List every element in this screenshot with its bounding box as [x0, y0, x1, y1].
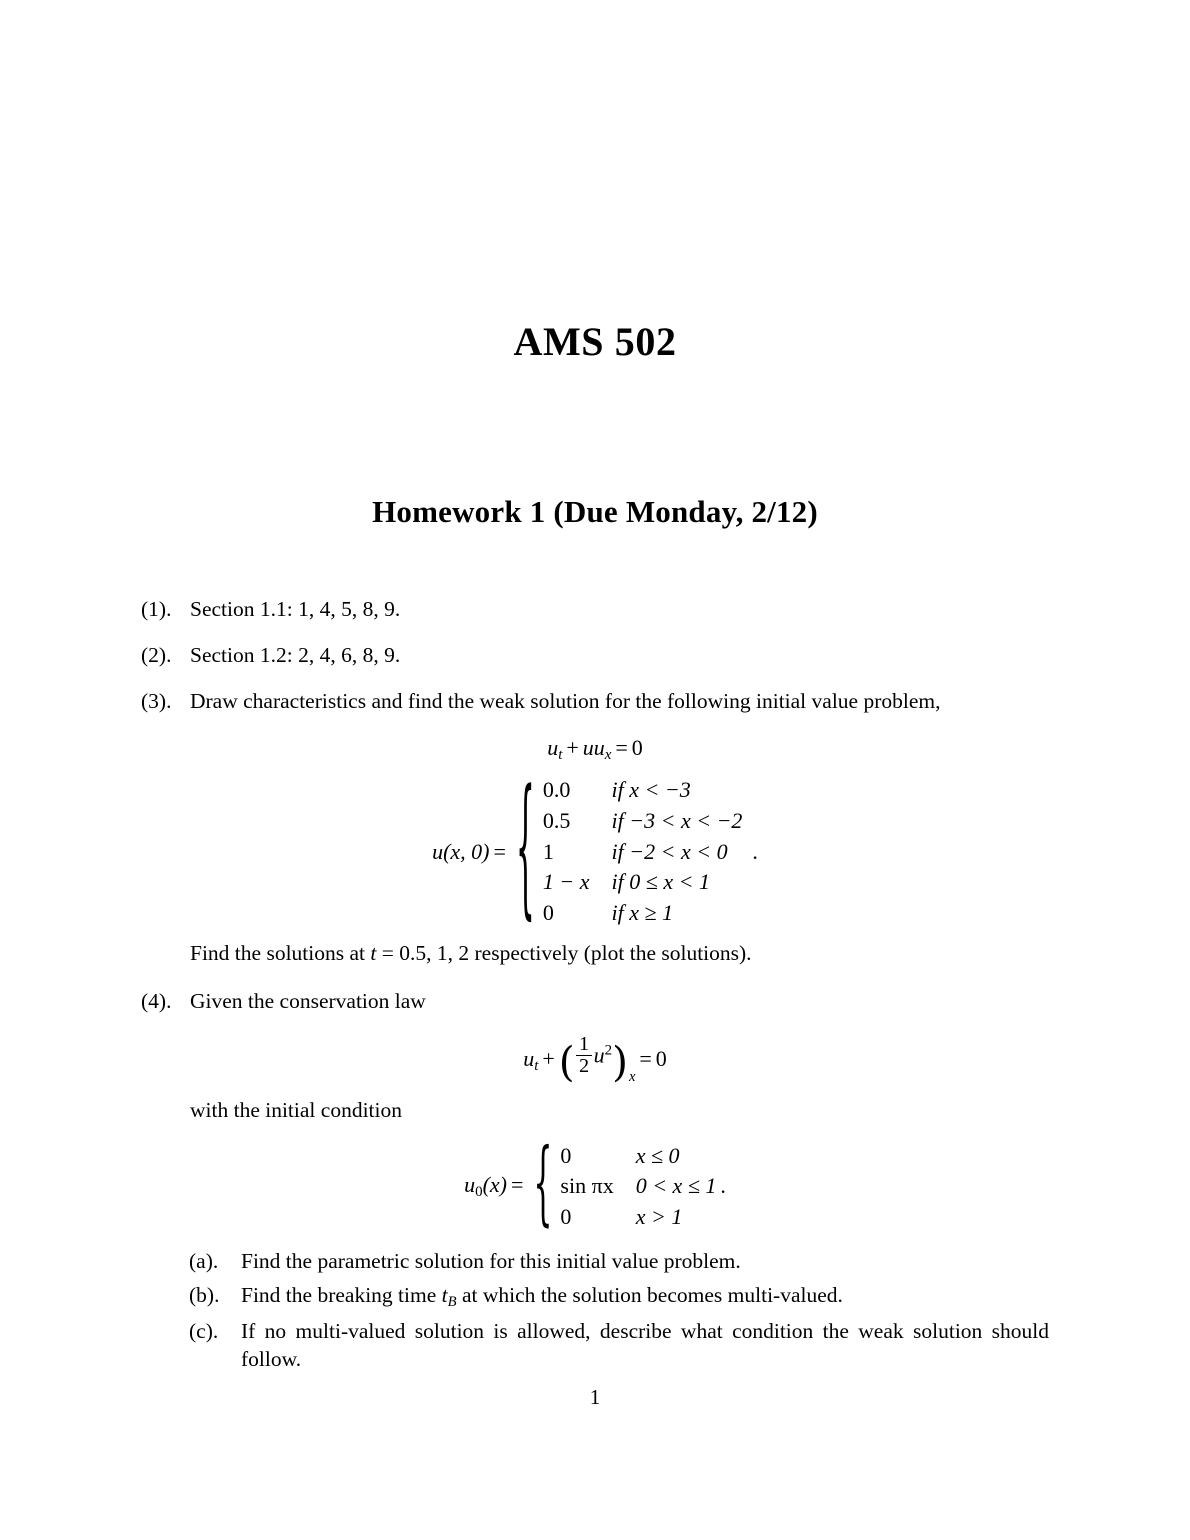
cl-equals: = — [639, 1045, 652, 1071]
problem-label-2: (2). — [141, 642, 172, 667]
cl-plus-operator: + — [542, 1045, 555, 1071]
cases-equals-4: = — [510, 1171, 524, 1197]
subpart-label-b: (b). — [189, 1283, 220, 1308]
subpart-b-prefix: Find the breaking time — [241, 1283, 437, 1308]
fraction-numerator: 1 — [579, 1033, 590, 1056]
problem-item-2 — [141, 642, 1049, 670]
problem-list — [141, 596, 1049, 1380]
problem-text-2: Section 1.2: 2, 4, 6, 8, 9. — [190, 642, 401, 667]
left-brace-icon-4: { — [533, 1131, 553, 1239]
case-value: 1 — [542, 838, 554, 864]
case-condition: if 0 ≤ x < 1 — [611, 869, 710, 895]
problem-text-1: Section 1.1: 1, 4, 5, 8, 9. — [190, 597, 401, 621]
problem-text-4: Given the conservation law — [190, 989, 426, 1014]
page-number: 1 — [589, 1385, 601, 1409]
problem-text-3: Draw characteristics and find the weak solution for the following initial value problem, — [190, 688, 941, 713]
u0-func-arg: (x) — [482, 1171, 507, 1197]
subpart-item-c — [189, 1318, 1049, 1374]
followup-prefix: Find the solutions at — [190, 941, 365, 966]
cases-lhs-4 — [464, 1171, 533, 1203]
pde-subscript-x: x — [604, 747, 612, 763]
pde-expression — [547, 734, 643, 763]
followup-t-variable: t — [370, 941, 377, 966]
case-value: 0 — [560, 1203, 572, 1229]
pde-equals: = — [615, 734, 628, 760]
pde-u: u — [547, 734, 559, 760]
cl-zero: 0 — [655, 1045, 667, 1071]
problem-3-followup — [190, 940, 1049, 968]
equation-pde — [141, 734, 1049, 766]
cases-row — [543, 837, 743, 868]
initial-condition-lead-text: with the initial condition — [190, 1097, 402, 1122]
cases-row — [543, 898, 743, 929]
case-condition: x ≤ 0 — [635, 1142, 680, 1168]
cases-equals-3: = — [493, 838, 506, 864]
problem-item-4 — [141, 988, 1049, 1016]
left-brace-icon-3: { — [515, 761, 535, 938]
subpart-item-a — [189, 1248, 1049, 1276]
subpart-text-a: Find the parametric solution for this initial value problem. — [241, 1249, 741, 1274]
problem-label-3: (3). — [141, 688, 172, 713]
pde-subscript-t: t — [558, 747, 563, 763]
case-value: 0 — [560, 1142, 572, 1168]
case-condition: 0 < x ≤ 1 — [635, 1173, 717, 1199]
problem-item-3 — [141, 688, 1049, 716]
case-value: 1 − x — [542, 869, 590, 895]
cases-lhs-3 — [432, 838, 516, 867]
cases-row — [560, 1141, 716, 1172]
breaking-time-subscript: B — [447, 1294, 457, 1311]
subpart-b-suffix: at which the solution becomes multi-valued. — [461, 1283, 843, 1308]
case-value: sin πx — [560, 1173, 614, 1199]
cl-subscript-t: t — [534, 1057, 539, 1074]
case-value: 0 — [542, 899, 554, 925]
u0-func-base: u — [464, 1171, 476, 1197]
cases-row — [560, 1171, 716, 1202]
case-condition: x > 1 — [635, 1203, 683, 1229]
u-func-3: u(x, 0) — [432, 838, 490, 864]
right-paren-icon: ) — [612, 1038, 628, 1087]
document-subtitle: Homework 1 (Due Monday, 2/12) — [372, 494, 818, 529]
cl-paren-subscript-x: x — [628, 1068, 636, 1085]
case-value: 0.0 — [542, 777, 571, 803]
case-value: 0.5 — [542, 808, 571, 834]
equation-conservation-law — [141, 1034, 1049, 1086]
followup-suffix: respectively (plot the solutions). — [474, 941, 752, 966]
u0-func-subscript: 0 — [475, 1183, 483, 1200]
cases-row — [560, 1202, 716, 1233]
cl-paren-group — [559, 1034, 636, 1086]
cases-period-3: . — [752, 838, 758, 864]
conservation-law-expression — [523, 1033, 667, 1087]
cases-rows-3 — [543, 775, 743, 928]
case-condition: if x ≥ 1 — [611, 899, 674, 925]
cases-row — [543, 806, 743, 837]
fraction-denominator: 2 — [576, 1055, 592, 1077]
subpart-label-a: (a). — [189, 1249, 219, 1274]
equation-initial-condition-4 — [141, 1131, 1049, 1239]
cl-u: u — [523, 1045, 535, 1071]
subpart-item-b — [189, 1282, 1049, 1312]
subpart-text-c: If no multi-valued solution is allowed, describe what condition the weak solution should follow. — [241, 1319, 1049, 1372]
pde-uu: uu — [582, 734, 605, 760]
cases-row — [543, 775, 743, 806]
cases-rows-4 — [560, 1141, 716, 1233]
problem-item-1 — [141, 596, 1049, 624]
left-paren-icon: ( — [558, 1038, 575, 1087]
case-condition: if −2 < x < 0 — [611, 838, 728, 864]
cases-period-4: . — [720, 1173, 726, 1199]
subpart-label-c: (c). — [189, 1319, 219, 1344]
problem-4-subparts — [189, 1248, 1049, 1374]
problem-label-4: (4). — [141, 989, 172, 1014]
fraction-one-half — [576, 1034, 592, 1077]
problem-label-1: (1). — [141, 597, 172, 621]
breaking-time-symbol — [441, 1283, 457, 1311]
equation-initial-condition-3 — [141, 761, 1049, 938]
followup-t-values: = 0.5, 1, 2 — [381, 941, 470, 966]
case-condition: if −3 < x < −2 — [611, 808, 743, 834]
cases-block-3 — [432, 761, 758, 938]
subpart-text-b — [241, 1282, 1049, 1312]
cl-u-squared-exponent: 2 — [604, 1042, 613, 1059]
case-condition: if x < −3 — [611, 777, 691, 803]
cases-row — [543, 867, 743, 898]
breaking-time-t: t — [441, 1283, 448, 1308]
pde-plus-operator: + — [566, 734, 579, 760]
cl-u-squared-base: u — [593, 1042, 605, 1068]
cases-block-4 — [464, 1131, 726, 1239]
document-title: AMS 502 — [513, 319, 677, 364]
pde-zero: 0 — [631, 734, 643, 760]
